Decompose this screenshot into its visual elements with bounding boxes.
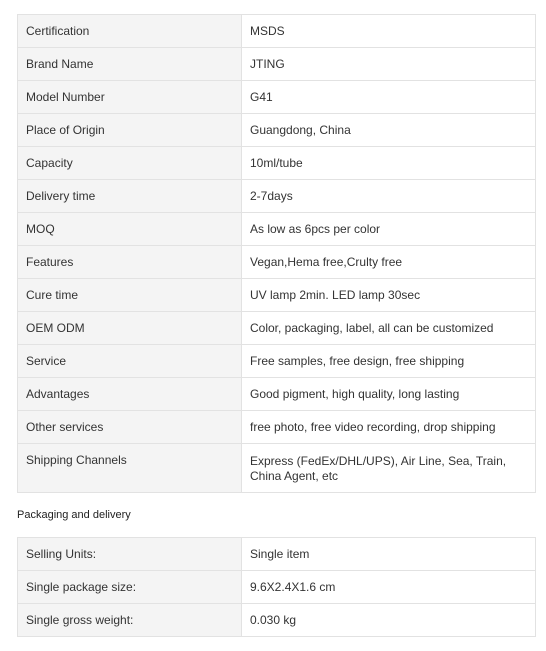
packaging-label: Single package size: bbox=[18, 571, 242, 604]
spec-row-service bbox=[18, 345, 536, 378]
packaging-row-selling-units bbox=[18, 538, 536, 571]
spec-label: Cure time bbox=[18, 279, 242, 312]
spec-label: OEM ODM bbox=[18, 312, 242, 345]
spec-value: Free samples, free design, free shipping bbox=[242, 345, 536, 378]
product-specs-table bbox=[17, 14, 536, 493]
packaging-label: Selling Units: bbox=[18, 538, 242, 571]
spec-value: Guangdong, China bbox=[242, 114, 536, 147]
spec-label: Model Number bbox=[18, 81, 242, 114]
spec-value: Color, packaging, label, all can be customized bbox=[242, 312, 536, 345]
packaging-label: Single gross weight: bbox=[18, 604, 242, 637]
spec-label: Advantages bbox=[18, 378, 242, 411]
spec-value: JTING bbox=[242, 48, 536, 81]
packaging-value: 0.030 kg bbox=[242, 604, 536, 637]
spec-value: Vegan,Hema free,Crulty free bbox=[242, 246, 536, 279]
packaging-table bbox=[17, 537, 536, 637]
spec-label: MOQ bbox=[18, 213, 242, 246]
spec-value: UV lamp 2min. LED lamp 30sec bbox=[242, 279, 536, 312]
packaging-value: 9.6X2.4X1.6 cm bbox=[242, 571, 536, 604]
spec-label: Features bbox=[18, 246, 242, 279]
spec-row-shipping-channels bbox=[18, 444, 536, 493]
packaging-heading: Packaging and delivery bbox=[17, 509, 131, 521]
spec-value: 10ml/tube bbox=[242, 147, 536, 180]
spec-row-cure-time bbox=[18, 279, 536, 312]
spec-row-certification bbox=[18, 15, 536, 48]
spec-value: Good pigment, high quality, long lasting bbox=[242, 378, 536, 411]
spec-row-other-services bbox=[18, 411, 536, 444]
spec-label: Capacity bbox=[18, 147, 242, 180]
spec-row-moq bbox=[18, 213, 536, 246]
spec-label: Other services bbox=[18, 411, 242, 444]
spec-row-delivery-time bbox=[18, 180, 536, 213]
spec-row-model-number bbox=[18, 81, 536, 114]
packaging-value: Single item bbox=[242, 538, 536, 571]
spec-row-capacity bbox=[18, 147, 536, 180]
spec-label: Place of Origin bbox=[18, 114, 242, 147]
spec-value: G41 bbox=[242, 81, 536, 114]
spec-value: 2-7days bbox=[242, 180, 536, 213]
spec-label: Service bbox=[18, 345, 242, 378]
spec-value: Express (FedEx/DHL/UPS), Air Line, Sea, Train, China Agent, etc bbox=[242, 444, 536, 493]
spec-row-place-of-origin bbox=[18, 114, 536, 147]
spec-label: Delivery time bbox=[18, 180, 242, 213]
packaging-row-gross-weight bbox=[18, 604, 536, 637]
spec-row-advantages bbox=[18, 378, 536, 411]
spec-row-features bbox=[18, 246, 536, 279]
spec-value: As low as 6pcs per color bbox=[242, 213, 536, 246]
spec-value: free photo, free video recording, drop shipping bbox=[242, 411, 536, 444]
packaging-row-package-size bbox=[18, 571, 536, 604]
spec-row-brand-name bbox=[18, 48, 536, 81]
spec-label: Shipping Channels bbox=[18, 444, 242, 493]
spec-label: Brand Name bbox=[18, 48, 242, 81]
spec-label: Certification bbox=[18, 15, 242, 48]
spec-value: MSDS bbox=[242, 15, 536, 48]
spec-row-oem-odm bbox=[18, 312, 536, 345]
